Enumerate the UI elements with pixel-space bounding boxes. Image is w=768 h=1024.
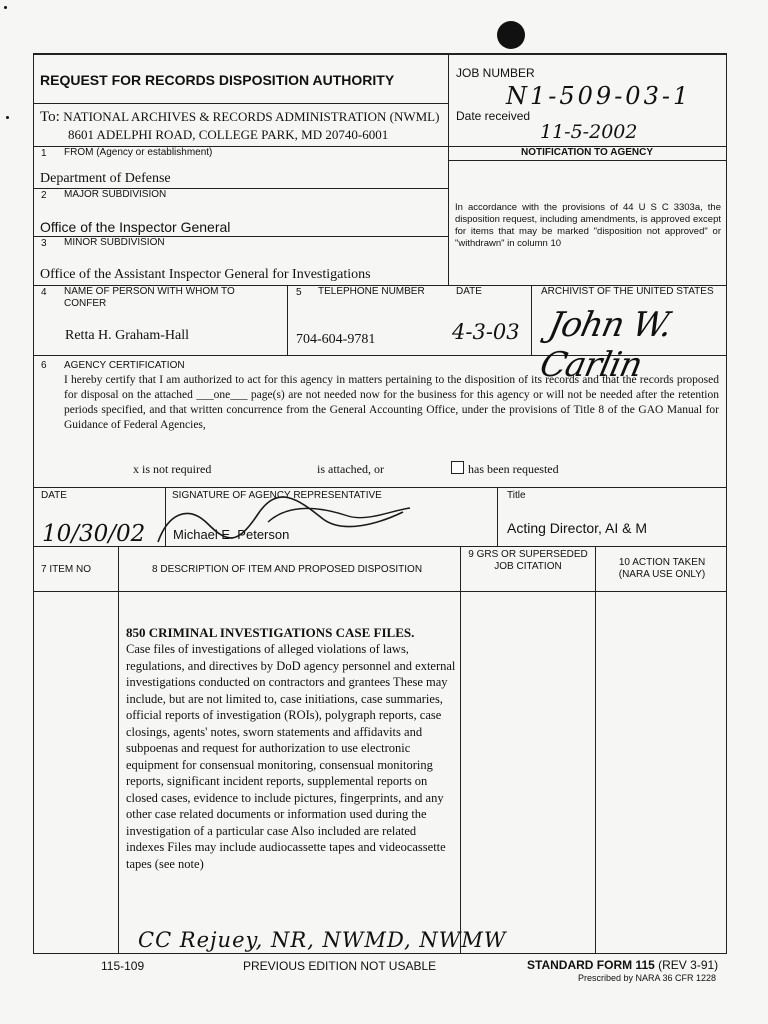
archivist-label: ARCHIVIST OF THE UNITED STATES: [541, 286, 714, 297]
to-address-name: NATIONAL ARCHIVES & RECORDS ADMINISTRATION (NWML): [63, 109, 440, 124]
col-10-header: 10 ACTION TAKEN (NARA USE ONLY): [618, 557, 706, 580]
divider: [531, 285, 532, 355]
agency-signature-scribble: [148, 494, 418, 550]
date-received-value: 11-5-2002: [540, 121, 638, 143]
item-description: Case files of investigations of alleged violations of laws, regulations, and directives by DoD agency personnel and external investigations conducted on contractors and grantees These may include, but are not limited to, case initiations, case summaries, official reports of investigation (ROIs), polygraph reports, case closings, agents' notes, sworn statements and affidavits and subpoenas and request for authorization to use electronic equipment for consensual monitoring, consensual monitoring reports, significant incident reports, supplemental reports on closed cases, evidence to include pictures, fingerprints, and any other case related documents or information used during the investigation of a particular case Also included are related indexes Files may include audiocassette tapes and videocassette tapes (see note): [126, 642, 456, 871]
minor-label: MINOR SUBDIVISION: [64, 237, 165, 248]
approval-date-label: DATE: [456, 286, 482, 297]
from-value: Department of Defense: [40, 171, 171, 186]
punch-hole-mark: [497, 21, 525, 49]
frame-right: [726, 53, 727, 954]
title-label: Title: [507, 490, 526, 501]
divider-vertical-right: [448, 53, 449, 285]
cert-number: 6: [41, 360, 47, 371]
footer-standard-form: [527, 958, 718, 972]
from-label: FROM (Agency or establishment): [64, 147, 213, 158]
job-number-label: JOB NUMBER: [456, 66, 535, 80]
minor-number: 3: [41, 238, 47, 249]
job-number-value: N1-509-03-1: [506, 82, 692, 110]
major-label: MAJOR SUBDIVISION: [64, 189, 167, 200]
divider: [497, 487, 498, 547]
option-requested: [451, 461, 559, 477]
major-value: Office of the Inspector General: [40, 219, 231, 235]
footer-sf-label: STANDARD FORM 115: [527, 958, 655, 972]
phone-number: 5: [296, 287, 302, 298]
major-number: 2: [41, 190, 47, 201]
divider: [595, 546, 596, 953]
to-line-2: 8601 ADELPHI ROAD, COLLEGE PARK, MD 20740-6001: [68, 127, 389, 142]
col-7-label: ITEM NO: [49, 564, 92, 575]
signature-name: Michael E. Peterson: [173, 527, 290, 542]
person-number: 4: [41, 287, 47, 298]
footer-prescribed: Prescribed by NARA 36 CFR 1228: [578, 973, 717, 983]
option-requested-label: has been requested: [468, 462, 559, 476]
frame-bottom: [33, 953, 727, 954]
col-8-header: 8 DESCRIPTION OF ITEM AND PROPOSED DISPOSITION: [152, 564, 423, 575]
requested-checkbox: [451, 461, 464, 474]
divider: [33, 103, 448, 104]
divider: [33, 487, 726, 488]
divider: [460, 546, 461, 953]
footer-form-number: 115-109: [101, 959, 145, 973]
title-value: Acting Director, AI & M: [507, 520, 648, 536]
signature-label: SIGNATURE OF AGENCY REPRESENTATIVE: [172, 490, 382, 501]
to-prefix: To:: [40, 109, 60, 125]
cert-text: I hereby certify that I am authorized to act for this agency in matters pertaining to the disposition of its records and that the records proposed for disposal on the attached ___one___ page(s) are not needed now for the business for this agency or will not be needed after the retention periods specified, and that written concurrence from the General Accounting Office, under the provisions of Title 8 of the GAO Manual for Guidance of Federal Agencies,: [64, 374, 719, 431]
notification-label: NOTIFICATION TO AGENCY: [520, 147, 654, 158]
col-9-label: GRS OR SUPERSEDED JOB CITATION: [476, 549, 588, 572]
col-10-label: ACTION TAKEN (NARA USE ONLY): [618, 557, 706, 580]
col-9-header: 9 GRS OR SUPERSEDED JOB CITATION: [468, 549, 588, 572]
footer-edition-note: PREVIOUS EDITION NOT USABLE: [243, 959, 437, 973]
sig-date-value: 10/30/02: [42, 521, 146, 547]
phone-label: TELEPHONE NUMBER: [318, 286, 425, 297]
divider: [287, 285, 288, 355]
cert-label: AGENCY CERTIFICATION: [64, 360, 185, 371]
person-value: Retta H. Graham-Hall: [65, 328, 190, 343]
sig-date-label: DATE: [41, 490, 67, 501]
option-attached: is attached, or: [317, 462, 384, 476]
form-title: REQUEST FOR RECORDS DISPOSITION AUTHORITY: [40, 72, 395, 88]
item-heading: 850 CRIMINAL INVESTIGATIONS CASE FILES.: [126, 625, 415, 640]
frame-top: [33, 53, 726, 55]
divider: [118, 546, 119, 953]
from-number: 1: [41, 148, 47, 159]
date-received-label: Date received: [456, 109, 531, 123]
routing-initials: CC Rejuey, NR, NWMD, NWMW: [138, 928, 507, 952]
col-8-label: DESCRIPTION OF ITEM AND PROPOSED DISPOSITION: [160, 564, 423, 575]
scan-speck: [6, 116, 9, 119]
approval-date-value: 4-3-03: [452, 320, 520, 344]
person-label: NAME OF PERSON WITH WHOM TO CONFER: [64, 286, 235, 309]
col-7-header: 7 ITEM NO: [41, 564, 92, 575]
notification-text: In accordance with the provisions of 44 U S C 3303a, the disposition request, including amendments, is approved except for items that may be marked "disposition not approved" or "withdrawn" in column 10: [455, 202, 721, 249]
option-not-required: x is not required: [133, 462, 212, 476]
minor-value: Office of the Assistant Inspector General for Investigations: [40, 267, 371, 282]
phone-value: 704-604-9781: [296, 332, 376, 347]
divider: [33, 591, 726, 592]
footer-rev: (REV 3-91): [658, 958, 719, 972]
to-line-1: [40, 109, 439, 126]
archivist-signature: John W. Carlin: [536, 305, 676, 385]
divider: [448, 160, 726, 161]
scan-speck: [4, 6, 7, 9]
